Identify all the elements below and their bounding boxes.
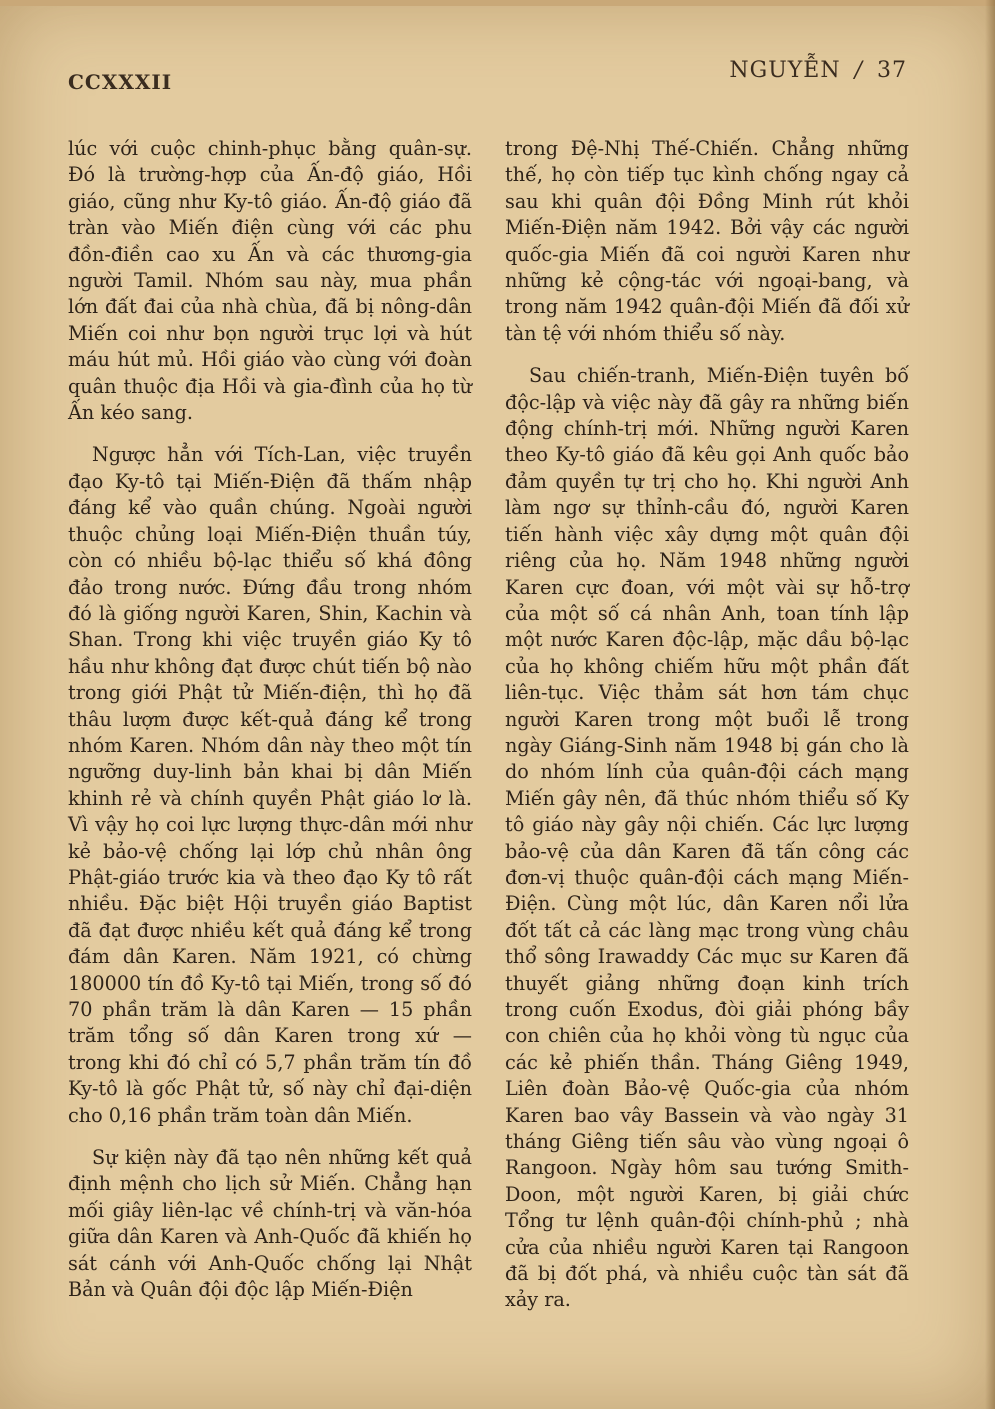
page-header (68, 58, 907, 92)
page-right-edge (985, 0, 995, 1409)
paragraph: Ngược hẳn với Tích-Lan, việc truyền đạo Ky-tô tại Miến-Điện đã thấm nhập đáng kể vào quần chúng. Ngoài người thuộc chủng loại Miến-Điện thuần túy, còn có nhiều bộ-lạc thiểu số khá đông đảo trong nước. Đứng đầu trong nhóm đó là giống người Karen, Shin, Kachin và Shan. Trong khi việc truyền giáo Ky tô hầu như không đạt được chút tiến bộ nào trong giới Phật tử Miến-điện, thì họ đã thâu lượm được kết-quả đáng kể trong nhóm Karen. Nhóm dân này theo một tín ngưỡng duy-linh bản khai bị dân Miến khinh rẻ và chính quyền Phật giáo lơ là. Vì vậy họ coi lực lượng thực-dân mới như kẻ bảo-vệ chống lại lớp chủ nhân ông Phật-giáo trước kia và theo đạo Ky tô rất nhiều. Đặc biệt Hội truyền giáo Baptist đã đạt được nhiều kết quả đáng kể trong đám dân Karen. Năm 1921, có chừng 180000 tín đồ Ky-tô tại Miến, trong số đó 70 phần trăm là dân Karen — 15 phần trăm tổng số dân Karen trong xứ — trong khi đó chỉ có 5,7 phần trăm tín đồ Ky-tô là gốc Phật tử, số này chỉ đại-diện cho 0,16 phần trăm toàn dân Miến. (68, 443, 472, 1127)
left-column (68, 136, 472, 1319)
right-column (505, 136, 909, 1330)
paragraph: lúc với cuộc chinh-phục bằng quân-sự. Đó là trường-hợp của Ấn-độ giáo, Hồi giáo, cũng như Ky-tô giáo. Ấn-độ giáo đã tràn vào Miến điện cùng với các phu đồn-điền cao xu Ấn và các thương-gia người Tamil. Nhóm sau này, mua phần lớn đất đai của nhà chùa, đã bị nông-dân Miến coi như bọn người trục lợi và hút máu hút mủ. Hồi giáo vào cùng với đoàn quân thuộc địa Hồi và gia-đình của họ từ Ấn kéo sang. (68, 137, 472, 425)
running-head (729, 58, 907, 83)
running-head-title: NGUYỄN (729, 58, 841, 83)
paragraph: Sau chiến-tranh, Miến-Điện tuyên bố độc-lập và việc này đã gây ra những biến động chính-trị mới. Những người Karen theo Ky-tô giáo đã kêu gọi Anh quốc bảo đảm quyền tự trị cho họ. Khi người Anh làm ngơ sự thỉnh-cầu đó, người Karen tiến hành việc xây dựng một quân đội riêng của họ. Năm 1948 những người Karen cực đoan, với một vài sự hỗ-trợ của một số cá nhân Anh, toan tính lập một nước Karen độc-lập, mặc dầu bộ-lạc của họ không chiếm hữu một phần đất liên-tục. Việc thảm sát hơn tám chục người Karen trong một buổi lễ trong ngày Giáng-Sinh năm 1948 bị gán cho là do nhóm lính của quân-đội cách mạng Miến gây nên, đã thúc nhóm thiểu số Ky tô giáo này gây nội chiến. Các lực lượng bảo-vệ của dân Karen đã tấn công các đơn-vị thuộc quân-đội cách mạng Miến-Điện. Cùng một lúc, dân Karen nổi lửa đốt tất cả các làng mạc trong vùng châu thổ sông Irawaddy Các mục sư Karen đã thuyết giảng những đoạn kinh trích trong cuốn Exodus, đòi giải phóng bầy con chiên của họ khỏi vòng tù ngục của các kẻ phiến thần. Tháng Giêng 1949, Liên đoàn Bảo-vệ Quốc-gia của nhóm Karen bao vây Bassein và vào ngày 31 tháng Giêng tiến sâu vào vùng ngoại ô Rangoon. Ngày hôm sau tướng Smith-Doon, một người Karen, bị giải chức Tổng tư lệnh quân-đội chính-phủ ; nhà cửa của nhiều người Karen tại Rangoon đã bị đốt phá, và nhiều cuộc tàn sát đã xảy ra. (505, 364, 909, 1312)
page-top-edge (0, 0, 995, 6)
running-head-separator: / (854, 58, 863, 83)
paragraph: trong Đệ-Nhị Thế-Chiến. Chẳng những thế, họ còn tiếp tục kình chống ngay cả sau khi quân đội Đồng Minh rút khỏi Miến-Điện năm 1942. Bởi vậy các người quốc-gia Miến đã coi người Karen như những kẻ cộng-tác với ngoại-bang, và trong năm 1942 quân-đội Miến đã đối xử tàn tệ với nhóm thiểu số này. (505, 137, 909, 345)
chapter-number: CCXXXII (68, 70, 173, 94)
page-number: 37 (877, 58, 907, 83)
paragraph: Sự kiện này đã tạo nên những kết quả định mệnh cho lịch sử Miến. Chẳng hạn mối giây liên-lạc về chính-trị và văn-hóa giữa dân Karen và Anh-Quốc đã khiến họ sát cánh với Anh-Quốc chống lại Nhật Bản và Quân đội độc lập Miến-Điện (68, 1146, 472, 1302)
